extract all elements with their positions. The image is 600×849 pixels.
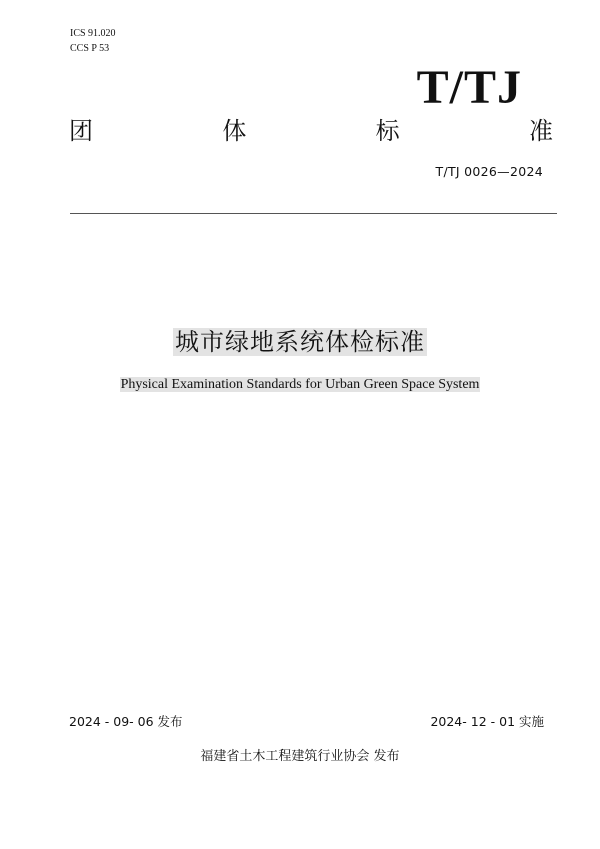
ccs-code: CCS P 53 [70,43,110,54]
issue-date: 2024 - 09- 06 发布 [69,714,183,729]
publisher: 福建省土木工程建筑行业协会 发布 [200,749,400,764]
title-chinese [0,326,600,358]
standard-logo: T/TJ [416,61,522,114]
group-standard-label [69,116,553,146]
title-english [0,376,600,394]
title-chinese-text: 城市绿地系统体检标准 [175,328,425,356]
ics-code: ICS 91.020 [70,28,116,39]
group-standard-char: 准 [528,117,553,145]
standard-number: T/TJ 0026—2024 [435,164,543,179]
title-english-text: Physical Examination Standards for Urban Green Space System [120,377,480,392]
implementation-date: 2024- 12 - 01 实施 [430,714,544,729]
group-standard-char: 体 [222,117,247,145]
header-divider [70,213,557,214]
group-standard-char: 团 [69,117,93,145]
group-standard-char: 标 [375,117,400,145]
